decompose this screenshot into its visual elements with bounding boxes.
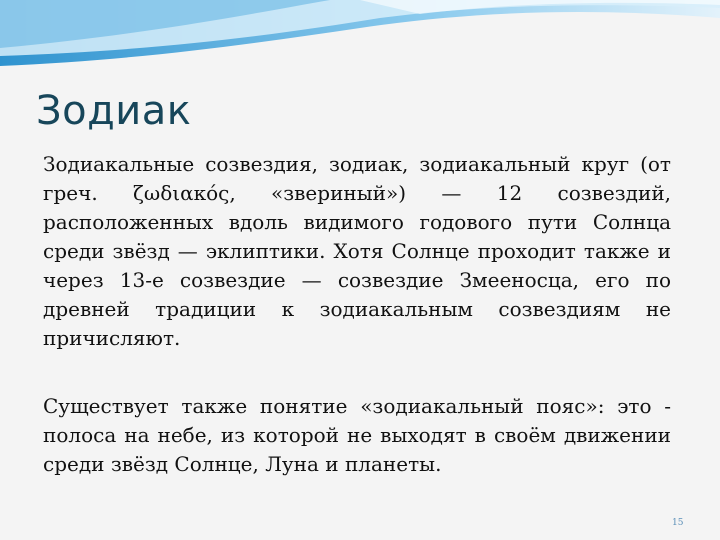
page-number: 15 bbox=[672, 518, 684, 528]
slide-title: Зодиак bbox=[36, 88, 192, 134]
paragraph-zodiac-definition: Зодиакальные созвездия, зодиак, зодиакальный круг (от греч. ζωδιακός, «звериный») — 12 созвездий, расположенных вдоль видимого годового пути Солнца среди звёзд — эклиптики. Хотя Солнце проходит также и через 13-е созвездие — созвездие Змееносца, его по древней традиции к зодиакальным созвездиям не причисляют. bbox=[43, 152, 671, 350]
paragraph-zodiac-belt: Существует также понятие «зодиакальный пояс»: это - полоса на небе, из которой не выходят в своём движении среди звёзд Солнце, Луна и планеты. bbox=[43, 394, 671, 476]
header-wave-decoration bbox=[0, 0, 720, 70]
